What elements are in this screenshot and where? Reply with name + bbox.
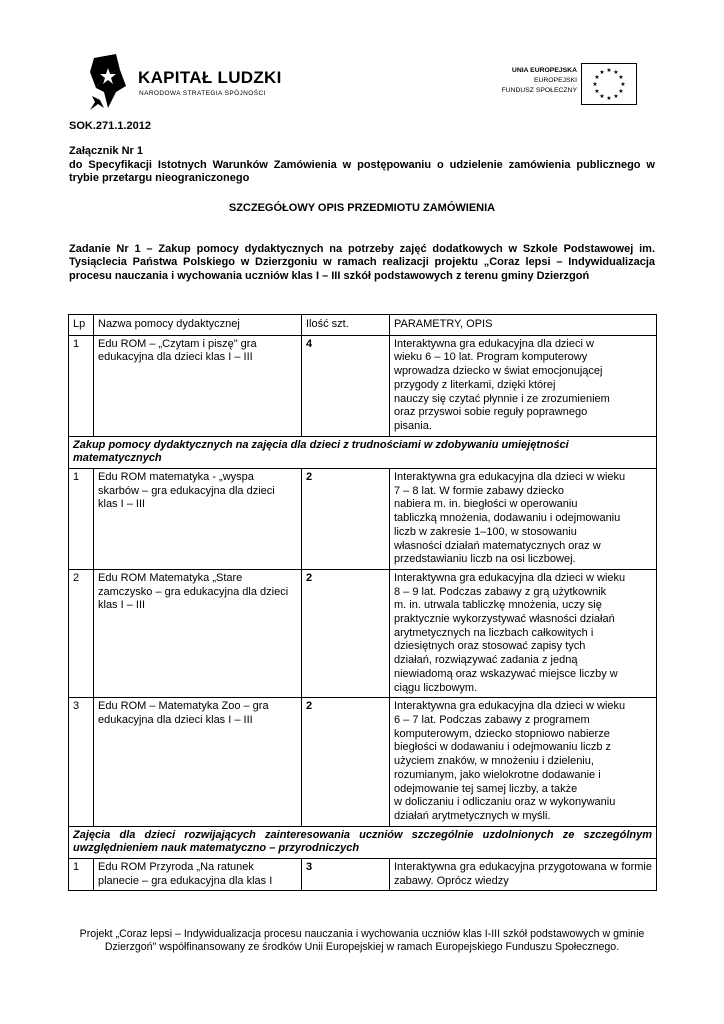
table-header-row <box>69 315 657 336</box>
svg-text:★: ★ <box>606 67 612 74</box>
svg-text:★: ★ <box>606 95 612 102</box>
document-title: SZCZEGÓŁOWY OPIS PRZEDMIOTU ZAMÓWIENIA <box>228 202 496 214</box>
task-description: Zadanie Nr 1 – Zakup pomocy dydaktycznych na potrzeby zajęć dodatkowych w Szkole Podstawowej im. Tysiąclecia Państwa Polskiego w Dzierzgoniu w ramach realizacji projektu „Coraz lepsi – Indywidualizacja procesu nauczania i wychowania uczniów klas I – III szkół podstawowych z terenu gminy Dzierzgoń <box>69 243 655 282</box>
row-desc: Interaktywna gra edukacyjna dla dzieci w wieku 7 – 8 lat. W formie zabawy dziecko nabiera m. in. biegłości w operowaniu tabliczką mnożenia, dodawaniu i odejmowaniu liczb w zakresie 1–100, w stosowaniu własności działań matematycznych oraz w przedstawianiu liczb na osi liczbowej. <box>390 469 657 570</box>
header-name: Nazwa pomocy dydaktycznej <box>94 315 302 336</box>
reference-number: SOK.271.1.2012 <box>69 120 151 132</box>
row-lp: 2 <box>69 569 94 697</box>
table-row <box>69 469 657 570</box>
row-desc: Interaktywna gra edukacyjna przygotowana w formie zabawy. Oprócz wiedzy <box>390 859 657 891</box>
svg-text:★: ★ <box>599 69 605 76</box>
row-qty: 2 <box>302 469 390 570</box>
row-name: Edu ROM – Matematyka Zoo – gra edukacyjna dla dzieci klas I – III <box>94 698 302 826</box>
table-row <box>69 569 657 697</box>
header-params: PARAMETRY, OPIS <box>390 315 657 336</box>
row-qty: 4 <box>302 335 390 436</box>
eu-logo <box>495 63 645 108</box>
row-desc: Interaktywna gra edukacyjna dla dzieci w wieku 6 – 7 lat. Podczas zabawy z programem komputerowym, dziecko stopniowo nabierze biegłości w dodawaniu i odejmowaniu liczb z użyciem znaków, w mnożeniu i dzieleniu, rozumianym, jako wielokrotne dodawanie i odejmowanie tej samej liczby, a także w doliczaniu i odliczaniu oraz w wykonywaniu działań arytmetycznych w myśli. <box>390 698 657 826</box>
logo-subtitle: NARODOWA STRATEGIA SPÓJNOŚCI <box>139 90 266 97</box>
svg-text:★: ★ <box>594 74 600 81</box>
svg-text:★: ★ <box>618 88 624 95</box>
table-row <box>69 859 657 891</box>
eu-line3: FUNDUSZ SPOŁECZNY <box>501 87 577 94</box>
svg-text:★: ★ <box>599 93 605 100</box>
svg-text:★: ★ <box>613 93 619 100</box>
row-name: Edu ROM Matematyka „Stare zamczysko – gra edukacyjna dla dzieci klas I – III <box>94 569 302 697</box>
footer-line2: Dzierzgoń" współfinansowany ze środków Unii Europejskiej w ramach Europejskiego Funduszu Społecznego. <box>104 941 620 954</box>
eu-line1: UNIA EUROPEJSKA <box>511 67 577 74</box>
section-heading-math: Zakup pomocy dydaktycznych na zajęcia dla dzieci z trudnościami w zdobywaniu umiejętności matematycznych <box>69 436 657 468</box>
footer-line1: Projekt „Coraz lepsi – Indywidualizacja procesu nauczania i wychowania uczniów klas I-III szkół podstawowych w gminie <box>79 928 645 940</box>
table-row <box>69 335 657 436</box>
section-row <box>69 436 657 468</box>
row-lp: 1 <box>69 859 94 891</box>
svg-text:★: ★ <box>613 69 619 76</box>
row-lp: 3 <box>69 698 94 826</box>
svg-text:★: ★ <box>618 74 624 81</box>
row-name: Edu ROM matematyka - „wyspa skarbów – gra edukacyjna dla dzieci klas I – III <box>94 469 302 570</box>
header-lp: Lp <box>69 315 94 336</box>
header-qty: Ilość szt. <box>302 315 390 336</box>
svg-text:★: ★ <box>620 81 626 88</box>
row-lp: 1 <box>69 469 94 570</box>
svg-text:★: ★ <box>592 81 598 88</box>
row-desc: Interaktywna gra edukacyjna dla dzieci w wieku 6 – 10 lat. Program komputerowy wprowadza dziecko w świat emocjonującej przygody z literkami, dzięki której nauczy się czytać płynnie i ze zrozumieniem oraz przyswoi sobie reguły poprawnego pisania. <box>390 335 657 436</box>
row-name: Edu ROM Przyroda „Na ratunek planecie – gra edukacyjna dla klas I <box>94 859 302 891</box>
svg-text:★: ★ <box>594 88 600 95</box>
logo-title: KAPITAŁ LUDZKI <box>138 68 282 87</box>
specification-table <box>68 314 657 891</box>
eu-logo-text <box>495 66 577 96</box>
row-desc: Interaktywna gra edukacyjna dla dzieci w wieku 8 – 9 lat. Podczas zabawy z grą użytkownik m. in. utrwala tabliczkę mnożenia, uczy się praktycznie wykorzystywać własności działań arytmetycznych na liczbach całkowitych i dziesiętnych oraz stosować zapisy tych działań, rozwiązywać zadania z jedną niewiadomą oraz wskazywać miejsce liczby w ciągu liczbowym. <box>390 569 657 697</box>
eu-line2: EUROPEJSKI <box>533 77 577 84</box>
eu-flag-icon <box>581 63 637 105</box>
row-qty: 3 <box>302 859 390 891</box>
table-row <box>69 698 657 826</box>
row-qty: 2 <box>302 569 390 697</box>
page-footer <box>30 928 694 955</box>
kapital-ludzki-logo <box>86 52 286 112</box>
row-lp: 1 <box>69 335 94 436</box>
star-emblem-icon <box>86 52 134 112</box>
attachment-label: Załącznik Nr 1 <box>69 145 143 157</box>
section-heading-science: Zajęcia dla dzieci rozwijających zainteresowania uczniów szczególnie uzdolnionych ze szczególnym uwzględnieniem nauk matematyczno – przyrodniczych <box>69 826 657 858</box>
row-qty: 2 <box>302 698 390 826</box>
spec-line: do Specyfikacji Istotnych Warunków Zamówienia w postępowaniu o udzielenie zamówienia publicznego w trybie przetargu nieograniczonego <box>69 159 655 185</box>
row-name: Edu ROM – „Czytam i piszę" gra edukacyjna dla dzieci klas I – III <box>94 335 302 436</box>
section-row <box>69 826 657 858</box>
